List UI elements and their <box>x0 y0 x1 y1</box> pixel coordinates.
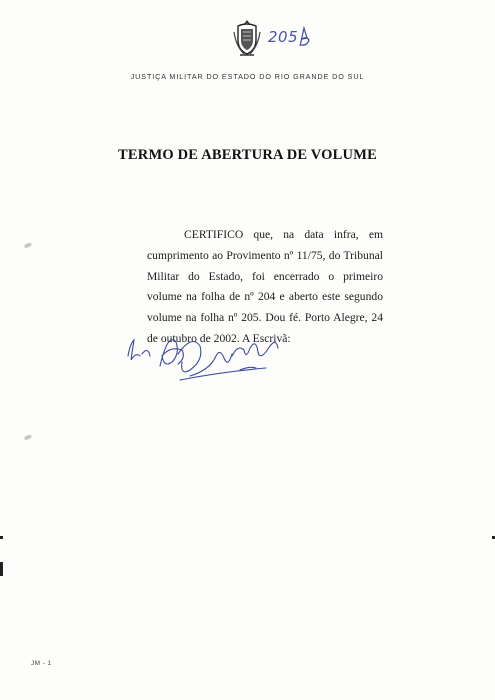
institution-header: JUSTIÇA MILITAR DO ESTADO DO RIO GRANDE DO SUL <box>130 72 365 81</box>
coat-of-arms-icon <box>232 18 262 58</box>
punch-hole-mark <box>22 432 34 442</box>
initial-mark-icon <box>297 26 311 48</box>
certificate-body: CERTIFICO que, na data infra, em cumprimento ao Provimento nº 11/75, do Tribunal Militar do Estado, foi encerrado o primeiro volume na folha de nº 204 e aberto este segundo volume na folha nº 205. Dou fé. Porto Alegre, 24 de outubro de 2002. A Escrivã: <box>147 228 383 345</box>
handwritten-page-number: 205 <box>268 28 299 46</box>
scan-edge-mark <box>0 536 3 539</box>
page-title: TERMO DE ABERTURA DE VOLUME <box>118 147 377 163</box>
signature-icon <box>120 326 290 386</box>
form-code: JM - 1 <box>31 660 52 667</box>
punch-hole-mark <box>22 240 34 250</box>
scan-edge-mark <box>0 562 3 576</box>
